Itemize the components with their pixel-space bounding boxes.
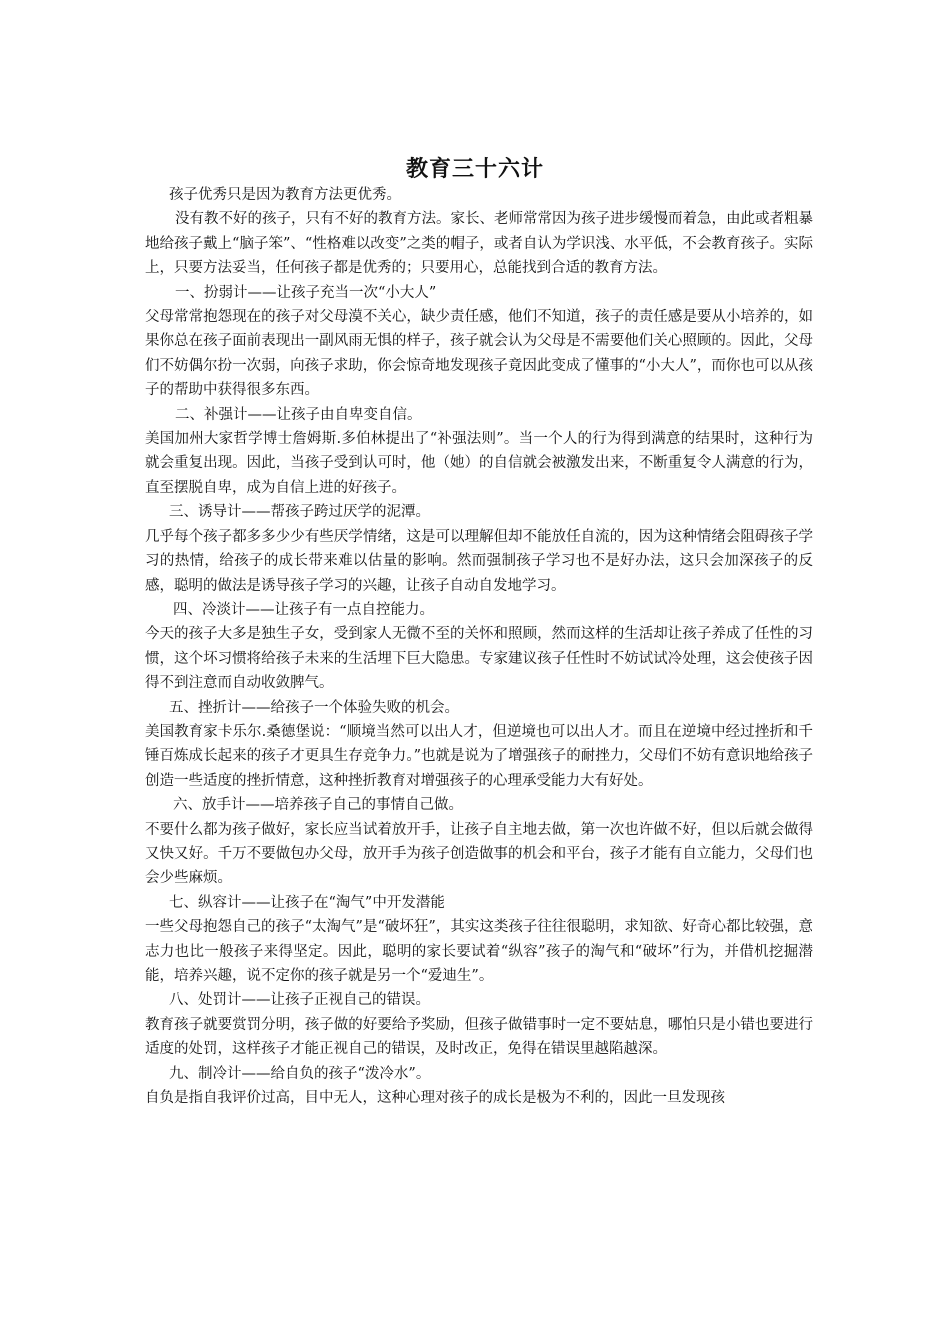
section-5-heading: 五、挫折计——给孩子一个体验失败的机会。	[169, 699, 459, 716]
intro-paragraph: 没有教不好的孩子，只有不好的教育方法。家长、老师常常因为孩子进步缓慢而着急，由此或者粗暴地给孩子戴上“脑子笨”、“性格难以改变”之类的帽子，或者自认为学识浅、水平低，不会教育孩子。实际上，只要方法妥当，任何孩子都是优秀的；只要用心，总能找到合适的教育方法。	[145, 211, 813, 277]
section-3-text: 几乎每个孩子都多多少少有些厌学情绪，这是可以理解但却不能放任自流的，因为这种情绪会阻碍孩子学习的热情，给孩子的成长带来难以估量的影响。然而强制孩子学习也不是好办法，这只会加深孩子的反感，聪明的做法是诱导孩子学习的兴趣，让孩子自动自发地学习。	[145, 528, 813, 594]
section-1-text: 父母常常抱怨现在的孩子对父母漠不关心，缺少责任感，他们不知道，孩子的责任感是要从小培养的，如果你总在孩子面前表现出一副风雨无惧的样子，孩子就会认为父母是不需要他们关心照顾的。因此，父母们不妨偶尔扮一次弱，向孩子求助，你会惊奇地发现孩子竟因此变成了懂事的“小大人”，而你也可以从孩子的帮助中获得很多东西。	[145, 309, 813, 399]
document-subtitle: 孩子优秀只是因为教育方法更优秀。	[169, 187, 401, 203]
section-4-heading: 四、冷淡计——让孩子有一点自控能力。	[173, 601, 434, 618]
section-6-heading: 六、放手计——培养孩子自己的事情自己做。	[173, 797, 463, 814]
section-8-text: 教育孩子就要赏罚分明，孩子做的好要给予奖励，但孩子做错事时一定不要姑息，哪怕只是小错也要进行适度的处罚，这样孩子才能正视自己的错误，及时改正，免得在错误里越陷越深。	[145, 1016, 813, 1058]
section-1-heading: 一、扮弱计——让孩子充当一次“小大人”	[175, 284, 437, 301]
section-3-heading: 三、诱导计——帮孩子跨过厌学的泥潭。	[169, 504, 430, 521]
section-2-heading: 二、补强计——让孩子由自卑变自信。	[175, 406, 422, 423]
section-2-text: 美国加州大家哲学博士詹姆斯.多伯林提出了“补强法则”。当一个人的行为得到满意的结果时，这种行为就会重复出现。因此，当孩子受到认可时，他（她）的自信就会被激发出来，不断重复令人满意的行为，直至摆脱自卑，成为自信上进的好孩子。	[145, 431, 813, 496]
section-6-text: 不要什么都为孩子做好，家长应当试着放开手，让孩子自主地去做，第一次也许做不好，但以后就会做得又快又好。千万不要做包办父母，放开手为孩子创造做事的机会和平台，孩子才能有自立能力，父母们也会少些麻烦。	[145, 821, 813, 887]
section-8-heading: 八、处罚计——让孩子正视自己的错误。	[169, 992, 430, 1009]
section-4-text: 今天的孩子大多是独生子女，受到家人无微不至的关怀和照顾，然而这样的生活却让孩子养成了任性的习惯，这个坏习惯将给孩子未来的生活埋下巨大隐患。专家建议孩子任性时不妨试试冷处理，这会使孩子因得不到注意而自动收敛脾气。	[145, 626, 813, 692]
section-9-heading: 九、制冷计——给自负的孩子“泼冷水”。	[169, 1065, 431, 1082]
document-title: 教育三十六计	[405, 156, 544, 182]
section-7-text: 一些父母抱怨自己的孩子“太淘气”是“破坏狂”，其实这类孩子往往很聪明，求知欲、好奇心都比较强，意志力也比一般孩子来得坚定。因此，聪明的家长要试着“纵容”孩子的淘气和“破坏”行为，并借机挖掘潜能，培养兴趣，说不定你的孩子就是另一个“爱迪生”。	[145, 919, 813, 984]
document-body	[145, 183, 813, 1110]
section-7-heading: 七、纵容计——让孩子在“淘气”中开发潜能	[169, 894, 445, 911]
section-5-text: 美国教育家卡乐尔.桑德堡说：“顺境当然可以出人才，但逆境也可以出人才。而且在逆境中经过挫折和千锤百炼成长起来的孩子才更具生存竞争力。”也就是说为了增强孩子的耐挫力，父母们不妨有意识地给孩子创造一些适度的挫折情意，这种挫折教育对增强孩子的心理承受能力大有好处。	[145, 723, 813, 789]
section-9-text: 自负是指自我评价过高，目中无人，这种心理对孩子的成长是极为不利的，因此一旦发现孩	[145, 1090, 725, 1107]
